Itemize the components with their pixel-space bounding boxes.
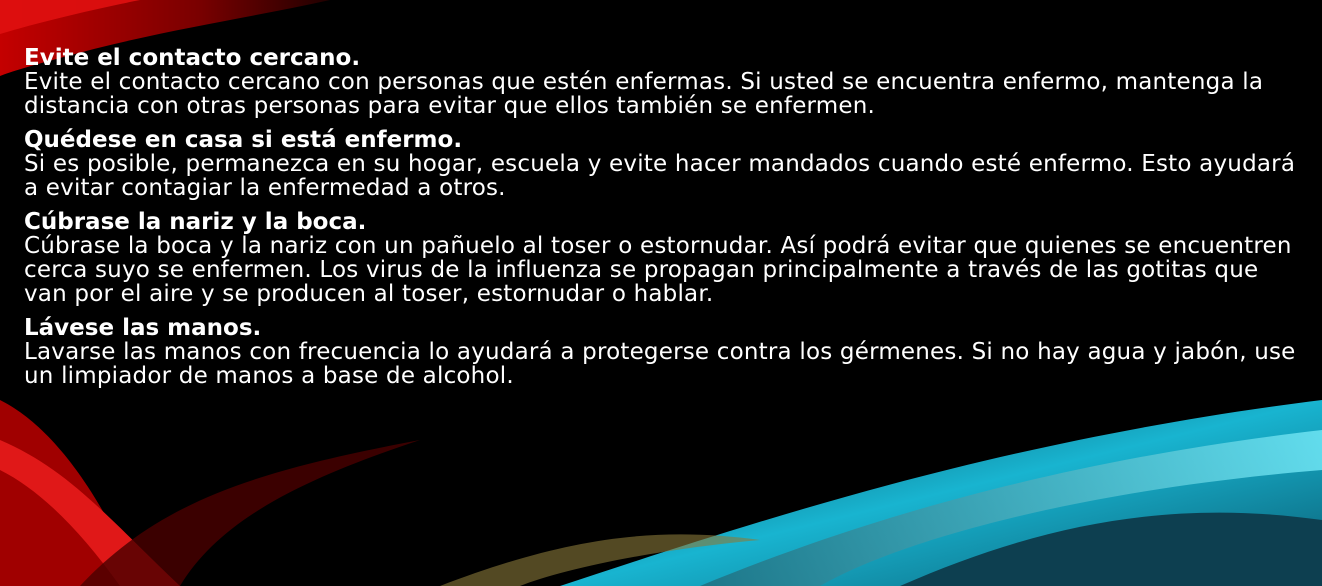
slide-content <box>24 46 1304 398</box>
section-body: Lavarse las manos con frecuencia lo ayudará a protegerse contra los gérmenes. Si no hay agua y jabón, use un limpiador de manos a base de alcohol. <box>24 339 1296 389</box>
section-cover-mouth <box>24 210 1304 306</box>
section-body: Si es posible, permanezca en su hogar, escuela y evite hacer mandados cuando esté enfermo. Esto ayudará a evitar contagiar la enfermedad a otros. <box>24 151 1296 201</box>
section-body: Cúbrase la boca y la nariz con un pañuelo al toser o estornudar. Así podrá evitar que quienes se encuentren cerca suyo se enfermen. Los virus de la influenza se propagan principalmente a través de las gotitas que van por el aire y se producen al toser, estornudar o hablar. <box>24 233 1292 307</box>
section-heading: Evite el contacto cercano. <box>24 45 361 71</box>
section-stay-home <box>24 128 1304 200</box>
section-heading: Quédese en casa si está enfermo. <box>24 127 463 153</box>
section-heading: Cúbrase la nariz y la boca. <box>24 209 367 235</box>
section-heading: Lávese las manos. <box>24 315 262 341</box>
section-wash-hands <box>24 316 1304 388</box>
section-body: Evite el contacto cercano con personas que estén enfermas. Si usted se encuentra enfermo, mantenga la distancia con otras personas para evitar que ellos también se enfermen. <box>24 69 1264 119</box>
section-close-contact <box>24 46 1304 118</box>
